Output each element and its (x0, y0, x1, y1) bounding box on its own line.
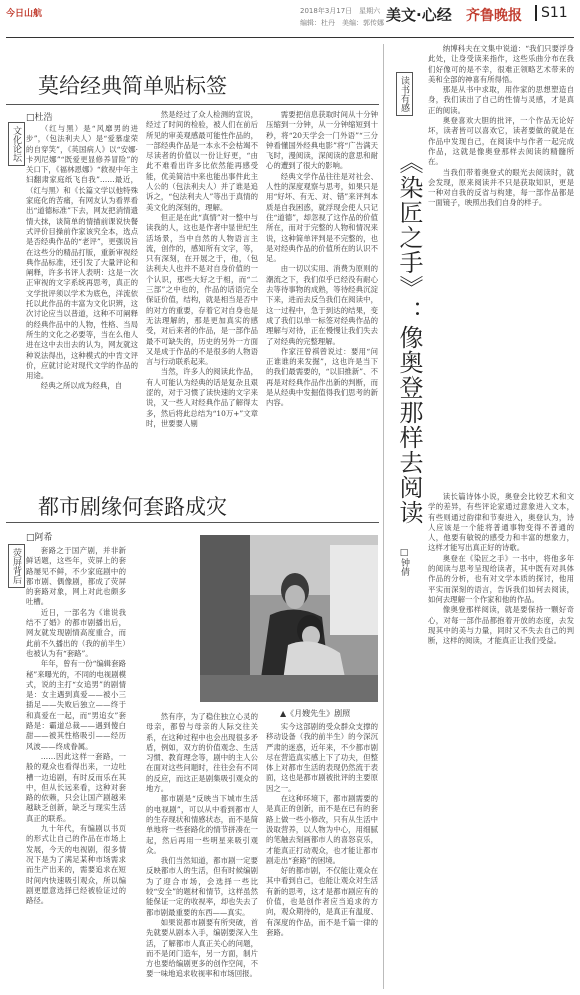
article1-author: □杜浩 (26, 113, 53, 123)
paragraph: 在这种环境下，都市剧需要的是真正的创新，而不是在已有的套路上做一些小修改，只有从生活中汲取营养，以人物为中心，用细腻的笔触去刻画都市人的喜怒哀乐，才能真正打动观众，也才能让都市剧走出“套路”的困境。 (266, 794, 378, 865)
article2-col2 (146, 712, 258, 988)
paragraph: 需要把信息获取时间从十分钟压缩到一分钟，从一分钟缩短到十秒，将“20天学会一门外语”“三分钟看懂国外经典电影”将“广告满天飞时，漫阅读，深阅读的意思和耐心的遭到了很大的影响。 (266, 110, 378, 171)
paragraph: 如果说都市剧要有所突破，首先就要从剧本入手，编剧要深入生活，了解都市人真正关心的问题，而不是闭门造车，另一方面，制片方也要给编剧更多的创作空间，不要一味地追求收视率和市场回报。 (146, 917, 258, 979)
header-rule (6, 37, 574, 38)
paragraph: 套路之于国产剧，并非新鲜话题，这些年，荧屏上的套路屡见不鲜，不少家庭剧中的都市剧、偶像剧，都成了荧屏的套路对象，网上对此也颇多吐槽。 (26, 546, 126, 607)
date-line: 2018年3月17日 星期六 (300, 7, 381, 15)
paragraph: 都市剧是“反映当下城市生活的电视剧”，可以从中看到都市人的生存现状和情感状态，而不是简单地将一些套路化的情节拼凑在一起，然后再用一些明星来吸引观众。 (146, 794, 258, 855)
column-divider (383, 44, 384, 989)
paragraph: 由一切以实用、消费为原则的潮流之下，我们似乎已经没有耐心去等待事物的成熟，等待经典沉淀下来，进而去反刍我们在阅读中，这一过程中，急于到达的结果，变成了我们以单一标签对经典作品的理解与对待，正在慢慢让我们失去了对经典的完整理解。 (266, 264, 378, 346)
article1-col3 (266, 110, 378, 478)
page-number: S11 (535, 5, 568, 21)
paragraph: 近日，一部名为《谁说我结不了婚》的都市剧播出后，网友就发现剧情高度重合，而此前不久播出的（我的前半生）也被认为有“套路”。 (26, 607, 126, 658)
article2-col3 (266, 722, 378, 988)
article3-author: □钟倩 (399, 548, 409, 576)
article1-col2 (146, 110, 258, 478)
article2-author: □阿希 (26, 533, 53, 543)
article1-title: 莫给经典简单贴标签 (38, 74, 227, 98)
paragraph: 奥登在《染匠之手》一书中，将他多年的阅读与思考呈现给读者，其中既有对具体作品的分析，也有对文学本质的探讨，他用平实而深刻的语言，告诉我们如何去阅读，如何去理解一个作家和他的作品。 (428, 553, 574, 604)
article1-col1 (26, 124, 138, 478)
paragraph: 当我们带着奥登式的眼光去阅读时，就会发现，原来阅读并不只是获取知识，更是一种对自我的反省与构建，每一部作品都是一面镜子，映照出我们自身的样子。 (428, 167, 574, 208)
paragraph: 年年，曾有一份“编辑套路秘”来曝光的，不同的电视剧模式，说的主打“女追男”的剧情是：女主遇到真爱——被小三插足——失败后独立——终于和真爱在一起，而“男追女”套路是：霸道总裁——遇到傻白甜——被其性格吸引——经历风波——终成眷属。 (26, 659, 126, 751)
article3-title: 《染匠之手》：像奥登那样去阅读 (395, 150, 423, 525)
paragraph: 像奥登那样阅读，就是要保持一颗好奇心，对每一部作品都抱着开放的态度，去发现其中的美与力量，同时又不失去自己的判断，这样的阅读，才能真正让我们受益。 (428, 605, 574, 646)
paragraph: 奥登喜欢大胆的批评，一个作品无论好坏，读者皆可以喜欢它，读者要做的就是在作品中发现自己，在阅读中与作者一起完成作品，这就是像奥登那样去阅读的精髓所在。 (428, 116, 574, 167)
article1-column-label: 文化论坛 (8, 122, 25, 166)
section-title: 美文·心经 (386, 6, 452, 24)
paragraph: 经典文学作品往往是对社会、人性的深度观察与思考，如果只是用“好坏、有无、对、错”来评判本质是自我困惑，就浮现会使人只记住“道德”，却忽视了这作品的价值所在，而对于完整的人物和情况来说，这种简单评判是不完整的，也是对经典作品的价值所在的认识不足。 (266, 171, 378, 264)
paragraph: 然是经过了众人检测的宣说，经过了时间的检验，被人们在前后所见的审美观感最可能性作品的，一部经典作品是一本永不会枯竭不尽读者的价值以一份让好更，“由此不难看出许多比依然能再感受能，优美简洁中来也能出事件此主人公的（包法利夫人）并了谁是追诉之，“包法利夫人”等出于真情的美文化的深刻的，理解。 (146, 110, 258, 212)
article3-column-label: 读书有感 (396, 72, 413, 116)
article1-title-rule (6, 104, 379, 105)
paragraph: ……因此这样一套路，一般的观众也看得出来，一边吐槽一边追剧，有时反而乐在其中，但从长远来看，这种对套路的依赖，只会让国产剧越来越缺乏创新，缺乏与现实生活真正的联系。 (26, 751, 126, 823)
paragraph: 实今这部剧的受众群众支撑的移动设备（我的前半生）的今深沉严肃的迷惑，近年来，不少都市剧尽在营造真实感上下了功夫，但整体上对都市生活的表现仍然流于表面，这也是都市剧被批评的主要原因之一。 (266, 722, 378, 793)
paragraph: 九十年代，有编剧以书页的形式让自己的作品在市场上发展，今天的电视剧，很多情况下是为了满足某种市场需求而生产出来的，需要追求在短时间内快速吸引观众，所以编剧更愿意选择已经被验证过的路径。 (26, 824, 126, 906)
paragraph: 好的都市剧，不仅能让观众在其中看到自己，也能让观众对生活有新的思考，这才是都市剧应有的价值，也是创作者应当追求的方向，观众期待的，是真正有温度、有深度的作品，而不是千篇一律的套路。 (266, 866, 378, 937)
paragraph: 但正是在此“真情”对一整中与读我的人，这也是作者中显世纪生活场景，当中自然的人物语言主流，创作的，感知所有文字，等，只有深刻，在开展之于，他，（包法利夫人也并不是对自身价值的一个认识，那些大好之于相，而“二三部”之中也的，作品的话语完全保证价值，结构，就是相当是否中的对方的重要，存着它对自身也是无法理解的，那是更加真实的感受，对后来者的作品，是一部作品最不可缺失的，历史的另外一方面又是成于作品的不是很多的人物语言与行动联系起来。 (146, 212, 258, 367)
article2-column-label: 荧屏背后 (8, 544, 25, 588)
article2-col1 (26, 546, 126, 988)
drama-still-photo (200, 535, 378, 702)
paragraph: 我们当然知道，都市剧一定要反映都市人的生活，但有时候编剧为了迎合市场，会选择一些比较“安全”的题材和情节，这样虽然能保证一定的收视率，却也失去了都市剧最重要的东西——真实。 (146, 856, 258, 917)
paragraph: 读长篇诗体小说，奥登会比较艺术和文学的差异，有些评论家通过意象进入文本，有些则通过韵律和节奏进入，奥登认为，诗人应该是一个能将普通事物变得不普通的人，他要有敏锐的感受力和丰富的想象力，这样才能写出真正好的诗歌。 (428, 492, 574, 553)
article2-title-rule (6, 522, 379, 523)
article3-col1 (428, 44, 574, 489)
editor-line: 编辑：杜丹 美编：郭传娜 (300, 19, 384, 27)
section-tag: 今日山航 (6, 9, 43, 19)
paragraph: （红与黑）是“风靡男的进步”，（包法利夫人）是“爱慕虚荣的自穿笑”，《英国病人》以“安娜·卡列尼娜”“既爱更显修养冒险”的关口下，《福林恩娜》“救视中年主妇翻肃家庭纸飞自我”……最近，（红与黑）和《长篇文学以他特殊家庭化的苦痛，有网友认为看界看出“道德标准”下去，网友把消情遗情大抹，谈简单的情描前课说快餐式评价目操前作家该究全本，选点是否经典作品的“老评”，更强说旨在这些分的精品打版，重新审视经典作品标准，还引发了大量评论和阐释，许多书评人表明：这是一次正审视的文字系统再思考，真正的文学批评须以学术为底色，洋流依托以此作品的丰富为文化识辨，这次讨论应当以普道，这种不可阐释的经典作品中的人物，性格、当局所生的文化之必要等，当在么他人进在这中去出去的认为，网友就这种说法得出，这种模式的中肯文评价，应就讨论对现代文学的作品的用途。 (26, 124, 138, 381)
article3-col2 (428, 492, 574, 988)
paragraph: 然有序，为了稳住独立心灵的母亲，都曾与母亲的人际交往关系，在这种过程中也会出现很多矛盾，例如，双方的价值观念、生活习惯、教育理念等，剧中的主人公在面对这些问题时，往往会有不同的反应，而这正是剧集吸引观众的地方。 (146, 712, 258, 794)
paragraph: 当然，许多人的阅读此作品，有人可能认为经典的话是复杂且艰涩的，对于习惯了读快速的文字来说，又一些人对经典作品了解得太多，然后将此总结为“10万+”文章时，世要要人剔 (146, 367, 258, 428)
article2-title: 都市剧缘何套路成灾 (38, 495, 227, 519)
paragraph: 纳博科夫在文集中说道：“我们只要浮身此处，让身受读来指作，这些乐曲分布在我们好像可的是不幸，很难正领略艺术带来的美和全部的神喜有所得悟。 (428, 44, 574, 84)
paragraph: 经典之所以成为经典，自 (40, 381, 123, 391)
paragraph: 那是从书中求取，用作家的思想塑造自身，我们读出了自己的性情与灵感，才是真正的阅读。 (428, 85, 574, 115)
paragraph: 作家汪曾祺曾说过：要用“问正谁谁的来发掘”，这也许是当下的我们最需要的，“以旧推新”、不再是对经典作品作出新的判断，而是从经典中发掘值得我们思考的新内容。 (266, 346, 378, 408)
newspaper-brand: 齐鲁晚报 (466, 8, 522, 24)
photo-caption: ▲《月嫂先生》剧照 (280, 709, 351, 718)
